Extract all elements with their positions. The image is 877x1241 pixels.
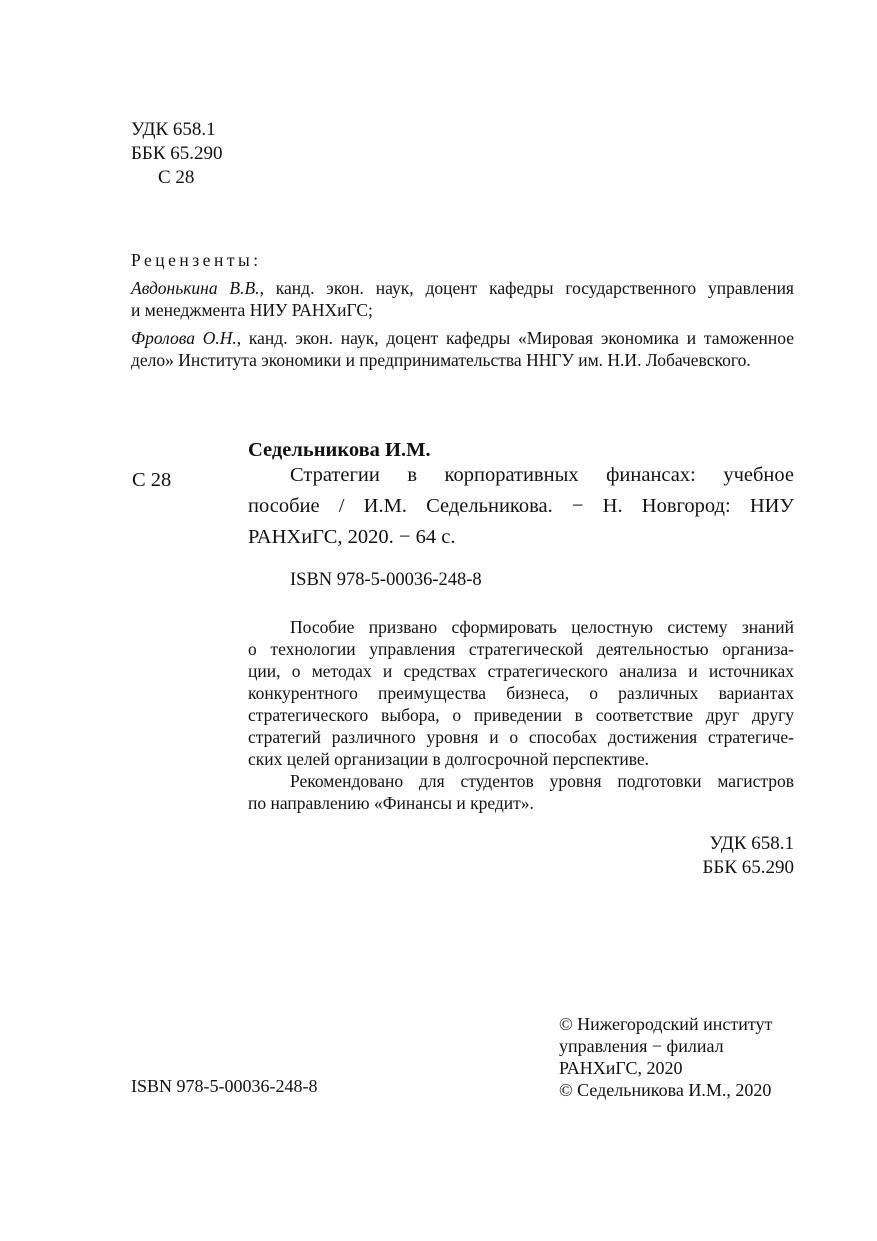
reviewer-2 (131, 327, 794, 371)
reviewer-2-line2: дело» Института экономики и предпринимательства ННГУ им. Н.И. Лобачевского. (131, 350, 751, 370)
reviewer-2-name: Фролова О.Н. (131, 328, 237, 348)
bib-title-line: РАНХиГС, 2020. − 64 с. (248, 526, 456, 548)
copyright-line: управления − филиал (559, 1036, 724, 1056)
bib-title-line: Стратегии в корпоративных финансах: учебное (290, 464, 794, 486)
bbk-top: ББК 65.290 (131, 143, 223, 164)
reviewer-1-line2: и менеджмента НИУ РАНХиГС; (131, 300, 373, 320)
reviewer-1-name: Авдонькина В.В. (131, 278, 260, 298)
annotation (248, 616, 794, 814)
bib-author-mark: С 28 (132, 469, 172, 491)
copyright-line: © Седельникова И.М., 2020 (559, 1080, 772, 1100)
annotation-line: конкурентного преимущества бизнеса, о различных вариантах (248, 683, 794, 703)
udk-top: УДК 658.1 (131, 119, 216, 140)
reviewers-heading: Рецензенты: (131, 250, 262, 270)
annotation-line: ских целей организации в долгосрочной перспективе. (248, 749, 650, 769)
reviewer-1-text: , канд. экон. наук, доцент кафедры государственного управления (259, 278, 794, 298)
annotation-line: ции, о методах и средствах стратегического анализа и источниках (248, 661, 794, 681)
bib-title-line: пособие / И.М. Седельникова. − Н. Новгород: НИУ (248, 495, 794, 517)
annotation-line: Рекомендовано для студентов уровня подготовки магистров (290, 771, 794, 791)
bib-title (248, 460, 794, 553)
footer-isbn: ISBN 978-5-00036-248-8 (131, 1076, 318, 1096)
author-mark-top: С 28 (158, 167, 195, 188)
copyright-line: © Нижегородский институт (559, 1014, 773, 1034)
bib-author: Седельникова И.М. (248, 439, 431, 461)
reviewer-1 (131, 277, 794, 321)
bbk-bottom: ББК 65.290 (702, 857, 794, 878)
annotation-line: по направлению «Финансы и кредит». (248, 793, 534, 813)
copyright-line: РАНХиГС, 2020 (559, 1058, 683, 1078)
annotation-line: стратегического выбора, о приведении в соответствие друг другу (248, 705, 794, 725)
copyright-block (559, 1013, 772, 1101)
annotation-line: о технологии управления стратегической деятельностью организа- (248, 639, 794, 659)
reviewer-2-text: , канд. экон. наук, доцент кафедры «Мировая экономика и таможенное (236, 328, 794, 348)
bib-isbn: ISBN 978-5-00036-248-8 (290, 570, 482, 590)
annotation-line: Пособие призвано сформировать целостную систему знаний (290, 617, 794, 637)
annotation-line: стратегий различного уровня и о способах достижения стратегиче- (248, 727, 794, 747)
udk-bottom: УДК 658.1 (709, 833, 794, 854)
